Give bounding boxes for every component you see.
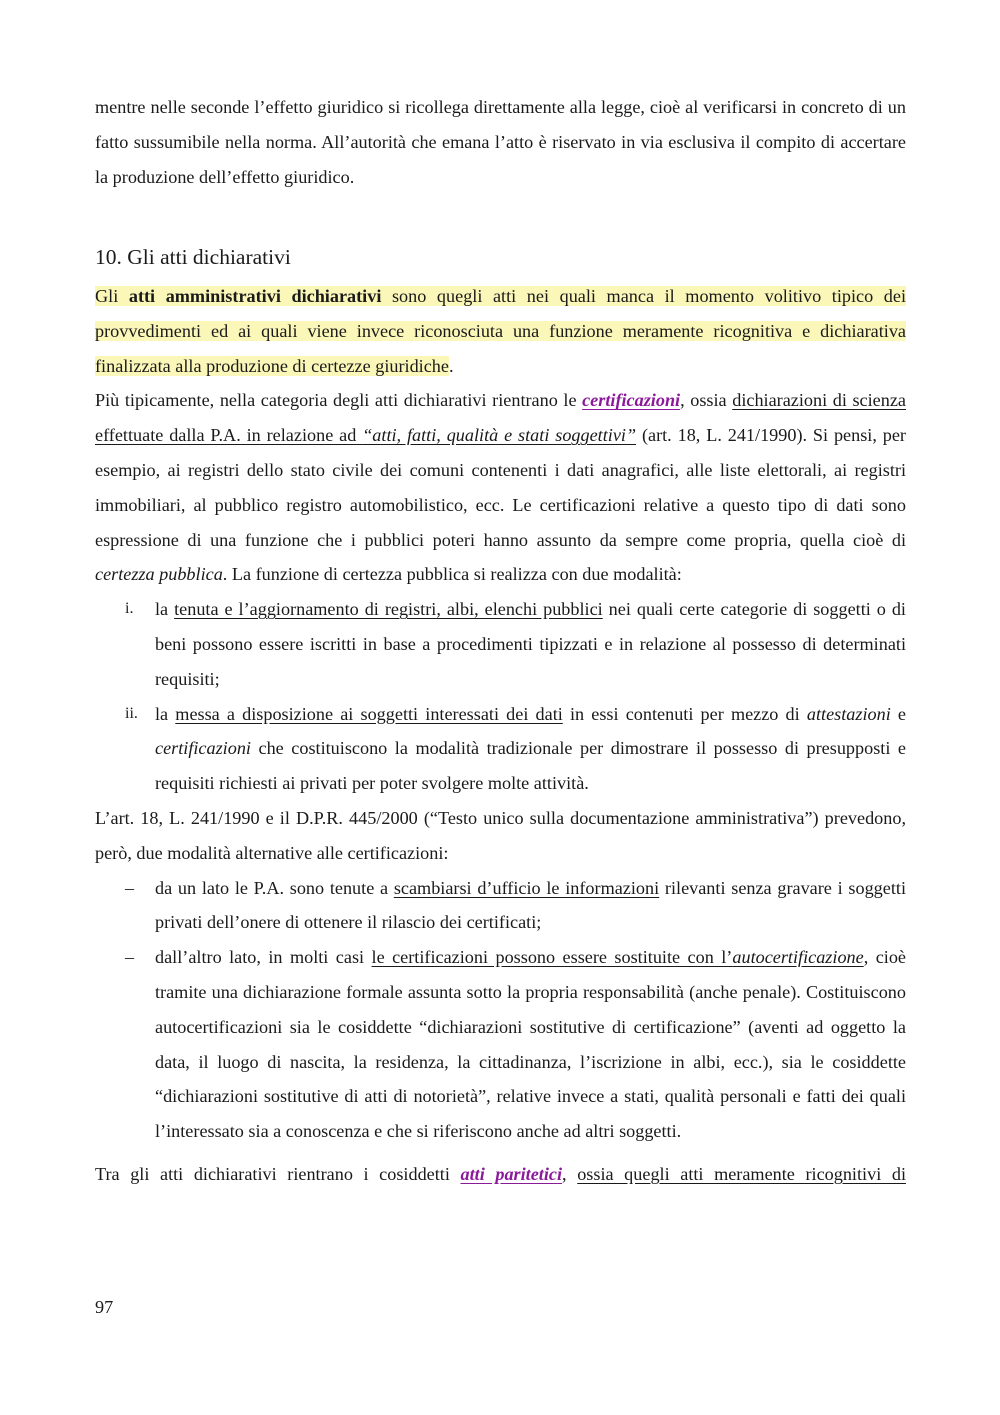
text-span: (art. 18, L. 241/1990). Si pensi, per esempio, ai registri dello stato civile dei comuni contenenti i dati anagrafici, alle liste elettorali, ai registri immobiliari, al pubblico registro automobilistico, ecc. Le certificazioni relative a questo tipo di dati sono espressione di una funzione che i pubblici poteri hanno assunto da sempre come propria, quella cioè di [95,425,906,550]
list-item-text [155,697,906,801]
italic-text: attestazioni [806,703,891,724]
underlined-text: ossia quegli atti meramente ricognitivi di [577,1163,906,1184]
text-span: Più tipicamente, nella categoria degli atti dichiarativi rientrano le [95,390,583,411]
roman-list [95,592,906,801]
list-marker: ii. [125,704,138,722]
underlined-text: tenuta e l’aggiornamento di registri, albi, elenchi pubblici [174,599,603,620]
text-span: da un lato le P.A. sono tenute a [155,877,394,898]
emphasized-term: certificazioni [582,390,681,411]
list-item [95,697,906,801]
text-span: . La funzione di certezza pubblica si realizza con due modalità: [222,564,682,585]
text-span: Gli [95,286,129,306]
paragraph-definition [95,279,906,383]
text-span: . [448,355,454,376]
underlined-italic-text: autocertificazione [732,947,864,968]
italic-text: certificazioni [155,738,251,759]
paragraph-certificazioni [95,383,906,592]
body-top [95,90,906,194]
underlined-text: dichiarazioni di scienza effettuate dalla P.A. in relazione ad [95,390,906,446]
intro-paragraph: mentre nelle seconde l’effetto giuridico si ricollega direttamente alla legge, cioè al verificarsi in concreto di un fatto sussumibile nella norma. All’autorità che emana l’atto è riservato in via esclusiva il compito di accertare la produzione dell’effetto giuridico. [95,97,906,187]
text-span: rilevanti senza gravare i soggetti privati dell’onere di ottenere il rilascio dei certificati; [155,877,906,933]
italic-text: certezza pubblica [95,564,223,585]
body-main [95,279,906,1192]
list-item-text [155,940,906,1149]
list-item-text [155,871,906,941]
dash-list [95,871,906,1149]
text-span: , [562,1163,578,1184]
underlined-text: scambiarsi d’ufficio le informazioni [393,877,660,898]
text-span: nei quali certe categorie di soggetti o di beni possono essere iscritti in base a procedimenti tipizzati e in relazione al possesso di determinati requisiti; [155,599,906,689]
text-span: Tra gli atti dichiarativi rientrano i cosiddetti [95,1163,461,1184]
text-span: , ossia [680,390,733,411]
list-item [95,940,906,1149]
highlighted-text [95,286,906,376]
list-marker: – [125,947,134,968]
text-span: in essi contenuti per mezzo di [562,703,807,724]
text-span: che costituiscono la modalità tradizionale per dimostrare il possesso di presupposti e requisiti richiesti ai privati per poter svolgere molte attività. [155,738,906,794]
text-span: , cioè tramite una dichiarazione formale assunta sotto la propria responsabilità (anche penale). Costituiscono autocertificazioni sia le cosiddette “dichiarazioni sostitutive di certificazione” (aventi ad oggetto la data, il luogo di nascita, la residenza, la cittadinanza, l’iscrizione in albi, ecc.), sia le cosiddette “dichiarazioni sostitutive di atti di notorietà”, relative invece a stati, qualità personali e fatti dei quali l’interessato sia a conoscenza e che si riferiscono anche ad altri soggetti. [155,947,906,1142]
bold-term: atti amministrativi dichiarativi [128,286,382,306]
section-heading: 10. Gli atti dichiarativi [95,245,291,269]
paragraph-paritetici [95,1157,906,1192]
text-span: sono quegli atti nei quali manca il momento volitivo tipico dei provvedimenti ed ai quali viene invece riconosciuta una funzione meramente ricognitiva e dichiarativa finalizzata alla produzione di certezze giuridiche [95,286,906,376]
text-span: dall’altro lato, in molti casi [155,947,372,968]
list-marker: – [125,877,134,898]
underlined-italic-text: “atti, fatti, qualità e stati soggettivi” [362,425,637,446]
paragraph-alternatives: L’art. 18, L. 241/1990 e il D.P.R. 445/2000 (“Testo unico sulla documentazione amministrativa”) prevedono, però, due modalità alternative alle certificazioni: [95,807,906,863]
underlined-text: le certificazioni possono essere sostituite con l’ [371,947,733,968]
text-span: la [155,703,176,724]
list-item [95,592,906,696]
list-item-text [155,592,906,696]
page-number: 97 [95,1297,114,1317]
list-item [95,871,906,941]
emphasized-term: atti paritetici [460,1163,563,1184]
underlined-text: messa a disposizione ai soggetti interessati dei dati [175,703,563,724]
list-marker: i. [125,600,134,618]
text-span: e [890,703,906,724]
text-span: la [155,599,175,620]
